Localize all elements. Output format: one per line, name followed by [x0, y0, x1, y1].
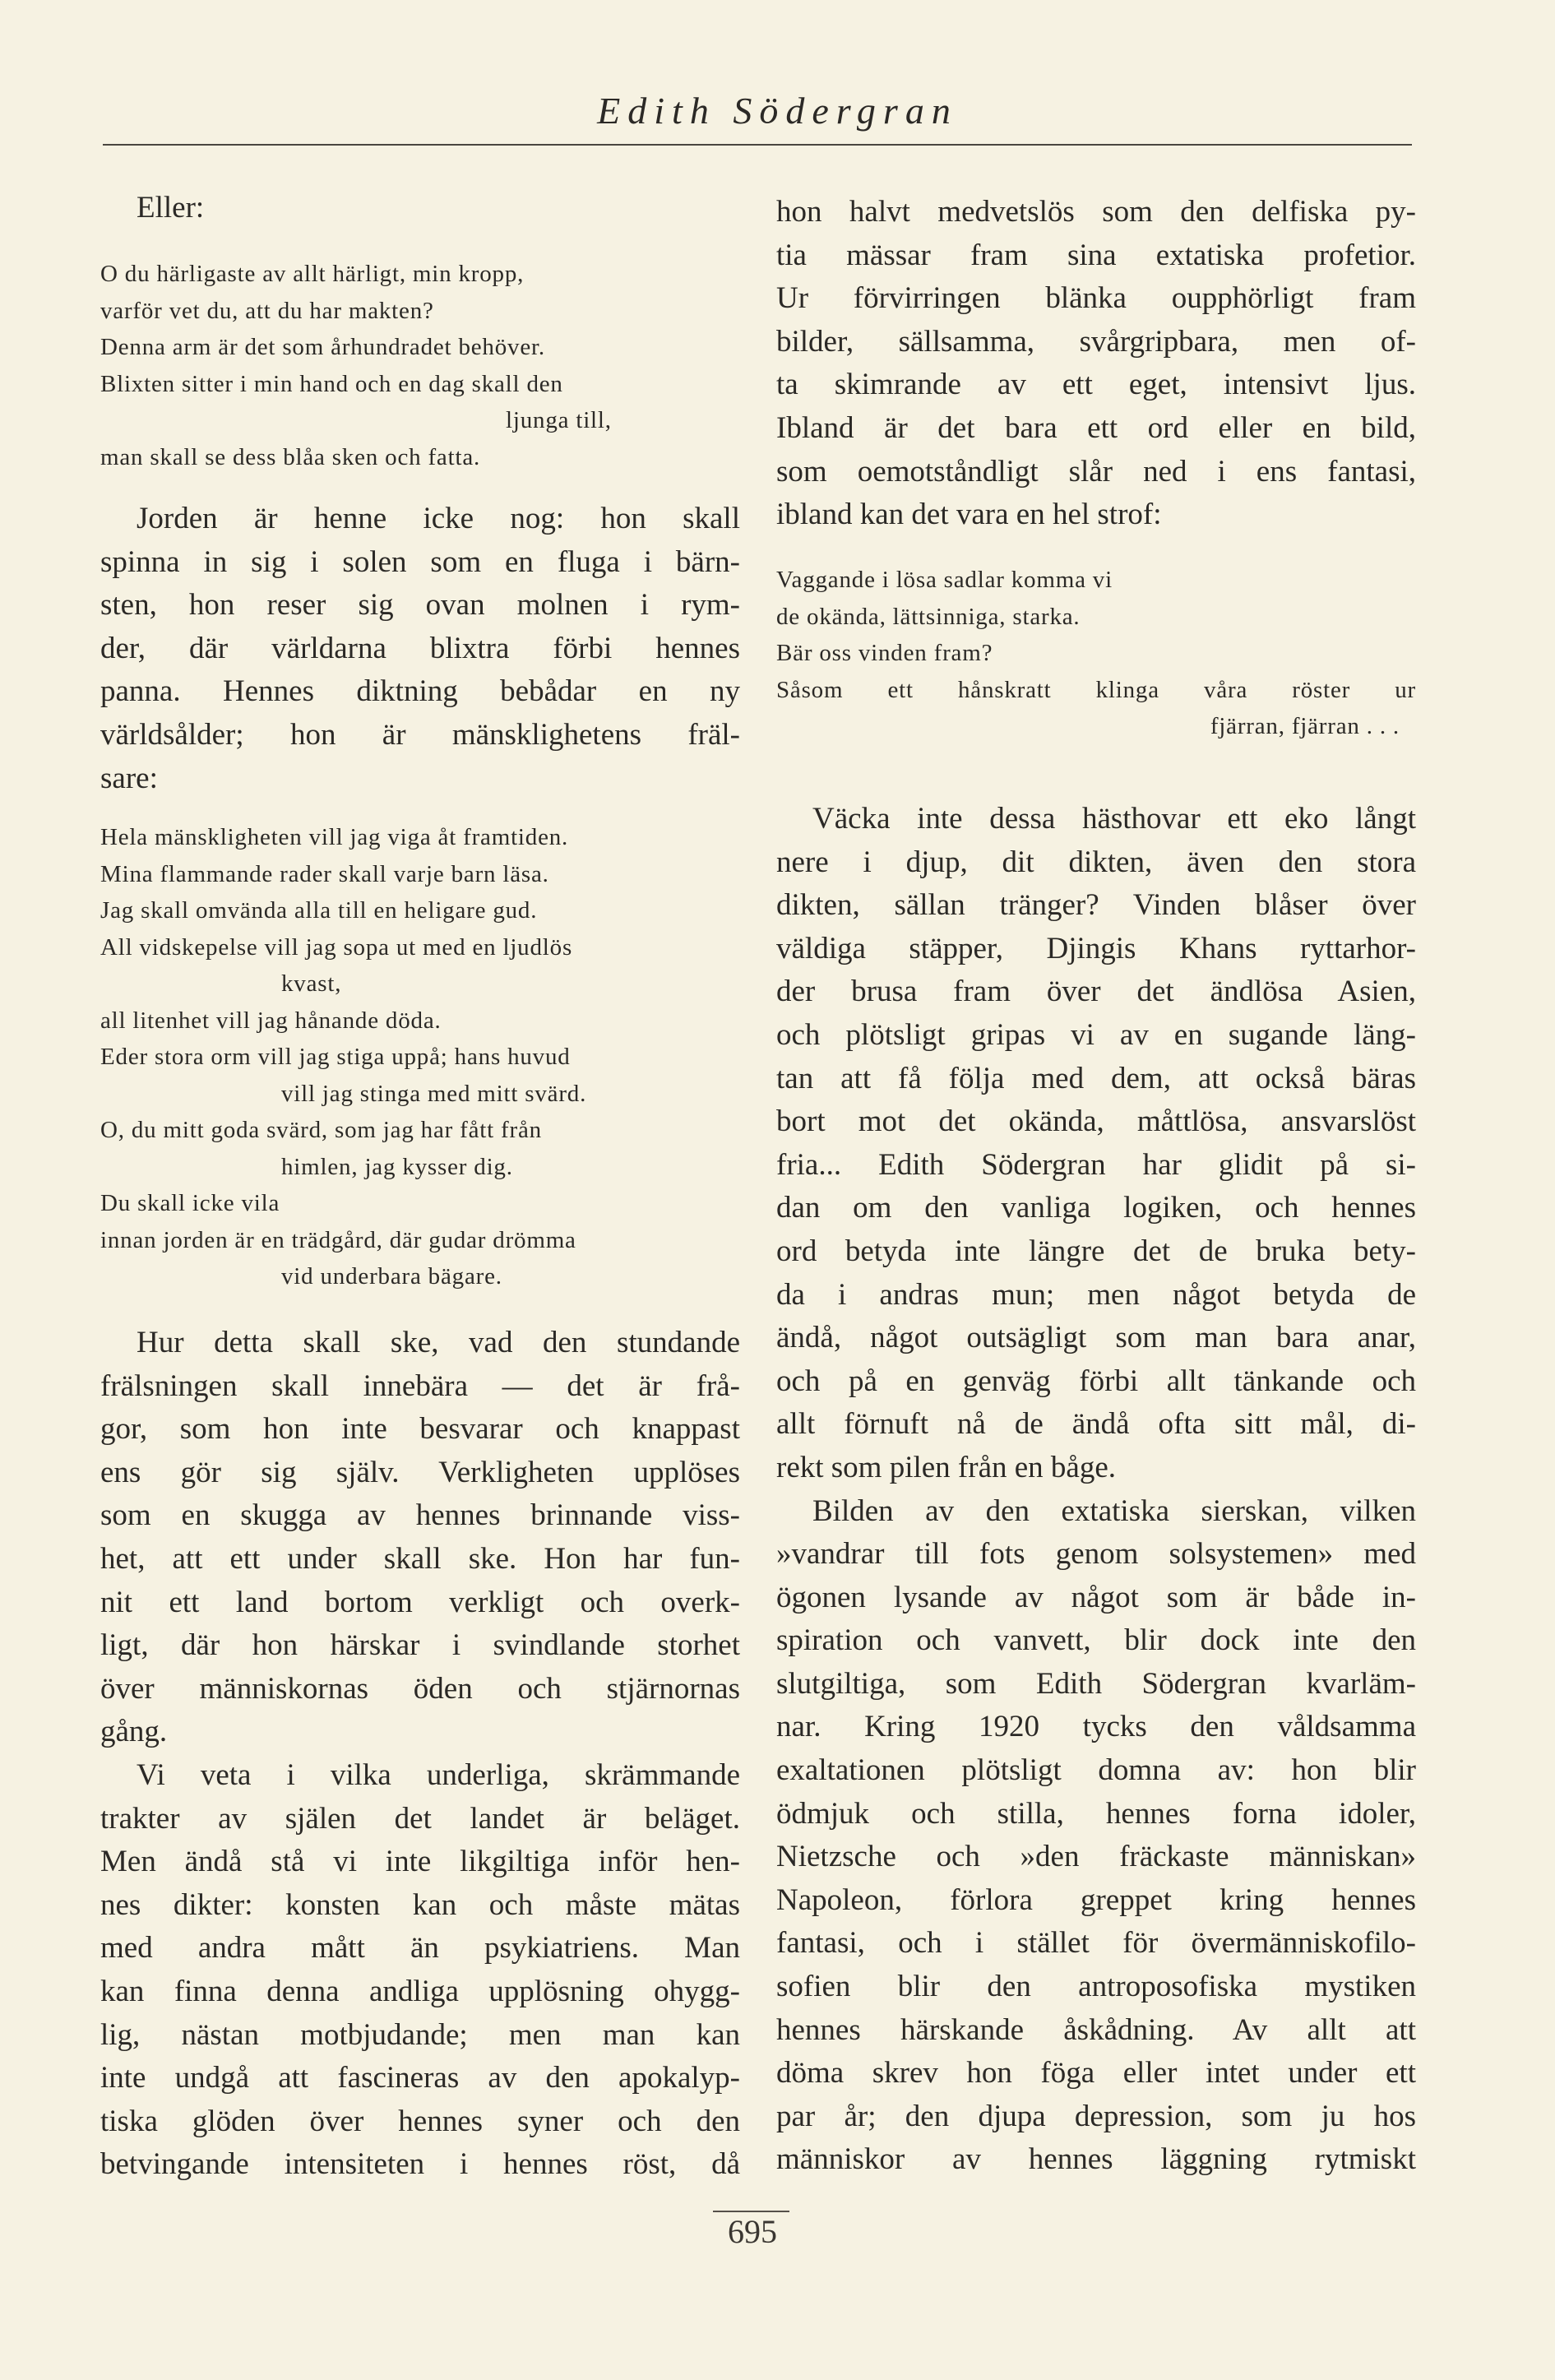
text-line: der brusa fram över det ändlösa Asien, — [776, 975, 1416, 1009]
text-line: ligt, där hon härskar i svindlande storhet — [100, 1628, 740, 1663]
paragraph — [100, 1322, 740, 2187]
poem-line: ljunga till, — [506, 407, 612, 433]
text-line: exaltationen plötsligt domna av: hon blir — [776, 1753, 1416, 1788]
text-line: med andra mått än psykiatriens. Man — [100, 1931, 740, 1966]
text-line: väldiga stäpper, Djingis Khans ryttarhor- — [776, 931, 1416, 965]
text-line: sare: — [100, 761, 158, 795]
text-line: ord betyda inte längre det de bruka bety- — [776, 1234, 1416, 1268]
poem-quote — [776, 562, 1416, 745]
page-number: 695 — [728, 2213, 777, 2250]
text-line: ibland kan det vara en hel strof: — [776, 498, 1162, 532]
text-line: allt förnuft nå de ändå ofta sitt mål, di- — [776, 1407, 1416, 1442]
text-line: bort mot det okända, måttlösa, ansvarslöst — [776, 1104, 1416, 1139]
text-line: och på en genväg förbi allt tänkande och — [776, 1364, 1416, 1398]
poem-line: O du härligaste av allt härligt, min kropp, — [100, 261, 525, 287]
poem-line: innan jorden är en trädgård, där gudar drömma — [100, 1226, 576, 1253]
text-line: ta skimrande av ett eget, intensivt ljus. — [776, 368, 1416, 402]
text-line: Nietzsche och »den fräckaste människan» — [776, 1840, 1416, 1874]
poem-line: Hela mänskligheten vill jag viga åt framtiden. — [100, 824, 569, 850]
poem-line: varför vet du, att du har makten? — [100, 297, 434, 324]
text-line: bilder, sällsamma, svårgripbara, men of- — [776, 324, 1416, 359]
text-line: het, att ett under skall ske. Hon har fun- — [100, 1541, 740, 1576]
text-line: nes dikter: konsten kan och måste mätas — [100, 1887, 740, 1922]
text-line: ens gör sig själv. Verkligheten upplöses — [100, 1455, 740, 1489]
text-line: människor av hennes läggning rytmiskt — [776, 2142, 1416, 2177]
text-line: betvingande intensiteten i hennes röst, då — [100, 2147, 740, 2182]
poem-line: de okända, lättsinniga, starka. — [776, 603, 1081, 630]
text-line: Jorden är henne icke nog: hon skall — [137, 502, 740, 535]
text-line: Väcka inte dessa hästhovar ett eko långt — [812, 802, 1416, 836]
text-line: gor, som hon inte besvarar och knappast — [100, 1412, 740, 1447]
running-header: Edith Södergran — [597, 90, 958, 132]
poem-line: O, du mitt goda svärd, som jag har fått från — [100, 1117, 542, 1143]
text-line: gång. — [100, 1715, 168, 1749]
text-line: nere i djup, dit dikten, även den stora — [776, 845, 1416, 879]
poem-line: Denna arm är det som århundradet behöver. — [100, 334, 545, 360]
text-line: rekt som pilen från en båge. — [776, 1450, 1117, 1484]
text-line: döma skrev hon föga eller intet under ett — [776, 2056, 1416, 2091]
text-line: panna. Hennes diktning bebådar en ny — [100, 674, 740, 709]
text-line: ögonen lysande av något som är både in- — [776, 1580, 1416, 1614]
text-line: som oemotståndligt slår ned i ens fantasi, — [776, 454, 1416, 489]
text-line: över människornas öden och stjärnornas — [100, 1671, 740, 1706]
poem-line: Blixten sitter i min hand och en dag skall den — [100, 370, 563, 397]
poem-line: Jag skall omvända alla till en heligare gud. — [100, 897, 538, 924]
paragraph — [776, 798, 1416, 2182]
text-line: Vi veta i vilka underliga, skrämmande — [137, 1757, 740, 1792]
text-line: Ur förvirringen blänka oupphörligt fram — [776, 281, 1416, 316]
text-line: da i andras mun; men något betyda de — [776, 1277, 1416, 1312]
poem-line: Bär oss vinden fram? — [776, 640, 993, 666]
header-rule — [103, 144, 1412, 146]
text-line: fantasi, och i stället för övermänniskofilo- — [776, 1926, 1416, 1961]
text-line: frälsningen skall innebära — det är frå- — [100, 1368, 740, 1403]
text-line: Eller: — [137, 191, 205, 225]
poem-line: Mina flammande rader skall varje barn läsa. — [100, 860, 549, 887]
text-line: Bilden av den extatiska sierskan, vilken — [812, 1493, 1416, 1528]
text-line: dikten, sällan tränger? Vinden blåser över — [776, 888, 1416, 923]
poem-line: kvast, — [281, 970, 342, 997]
paragraph — [100, 498, 740, 800]
text-line: tiska glöden över hennes syner och den — [100, 2104, 740, 2138]
text-line: som en skugga av hennes brinnande viss- — [100, 1498, 740, 1533]
poem-line: Du skall icke vila — [100, 1190, 280, 1216]
text-line: trakter av själen det landet är beläget. — [100, 1801, 740, 1836]
poem-quote — [100, 256, 740, 475]
poem-line: vid underbara bägare. — [281, 1263, 502, 1290]
text-line: nit ett land bortom verkligt och overk- — [100, 1585, 740, 1619]
poem-line: vill jag stinga med mitt svärd. — [281, 1080, 587, 1107]
text-line: nar. Kring 1920 tycks den våldsamma — [776, 1710, 1416, 1744]
poem-line: Vaggande i lösa sadlar komma vi — [776, 567, 1113, 593]
text-line: Napoleon, förlora greppet kring hennes — [776, 1882, 1416, 1917]
poem-line: fjärran, fjärran . . . — [1210, 713, 1400, 739]
poem-line: Såsom ett hånskratt klinga våra röster ur — [776, 676, 1416, 703]
text-line: spinna in sig i solen som en fluga i bärn- — [100, 544, 740, 579]
text-line: dan om den vanliga logiken, och hennes — [776, 1191, 1416, 1225]
text-line: Hur detta skall ske, vad den stundande — [137, 1326, 740, 1359]
text-line: kan finna denna andliga upplösning ohygg- — [100, 1974, 740, 2008]
paragraph — [100, 187, 740, 230]
text-line: inte undgå att fascineras av den apokalyp- — [100, 2061, 740, 2095]
text-line: der, där världarna blixtra förbi hennes — [100, 631, 740, 665]
poem-line: all litenhet vill jag hånande döda. — [100, 1007, 442, 1034]
poem-line: himlen, jag kysser dig. — [281, 1153, 513, 1180]
paragraph — [776, 191, 1416, 537]
poem-line: Eder stora orm vill jag stiga uppå; hans huvud — [100, 1044, 571, 1070]
text-line: tan att få följa med dem, att också bäras — [776, 1061, 1416, 1095]
text-line: fria... Edith Södergran har glidit på si- — [776, 1147, 1416, 1182]
text-line: ändå, något outsägligt som man bara anar, — [776, 1321, 1416, 1355]
text-line: lig, nästan motbjudande; men man kan — [100, 2017, 740, 2052]
poem-quote — [100, 819, 740, 1295]
text-line: Men ändå stå vi inte likgiltiga inför hen- — [100, 1845, 740, 1879]
text-line: par år; den djupa depression, som ju hos — [776, 2099, 1416, 2133]
text-line: slutgiltiga, som Edith Södergran kvarläm- — [776, 1666, 1416, 1701]
text-line: tia mässar fram sina extatiska profetior. — [776, 238, 1416, 272]
text-line: sofien blir den antroposofiska mystiken — [776, 1970, 1416, 2004]
poem-line: All vidskepelse vill jag sopa ut med en ljudlös — [100, 933, 573, 961]
text-line: och plötsligt gripas vi av en sugande läng- — [776, 1017, 1416, 1052]
text-line: ödmjuk och stilla, hennes forna idoler, — [776, 1796, 1416, 1831]
text-line: spiration och vanvett, blir dock inte den — [776, 1623, 1416, 1658]
text-line: hon halvt medvetslös som den delfiska py- — [776, 195, 1416, 229]
text-line: »vandrar till fots genom solsystemen» med — [776, 1537, 1416, 1572]
text-line: hennes härskande åskådning. Av allt att — [776, 2012, 1416, 2047]
text-line: Ibland är det bara ett ord eller en bild, — [776, 410, 1416, 445]
poem-line: man skall se dess blåa sken och fatta. — [100, 443, 481, 470]
text-line: sten, hon reser sig ovan molnen i rym- — [100, 588, 740, 623]
text-line: världsålder; hon är mänsklighetens fräl- — [100, 717, 740, 752]
